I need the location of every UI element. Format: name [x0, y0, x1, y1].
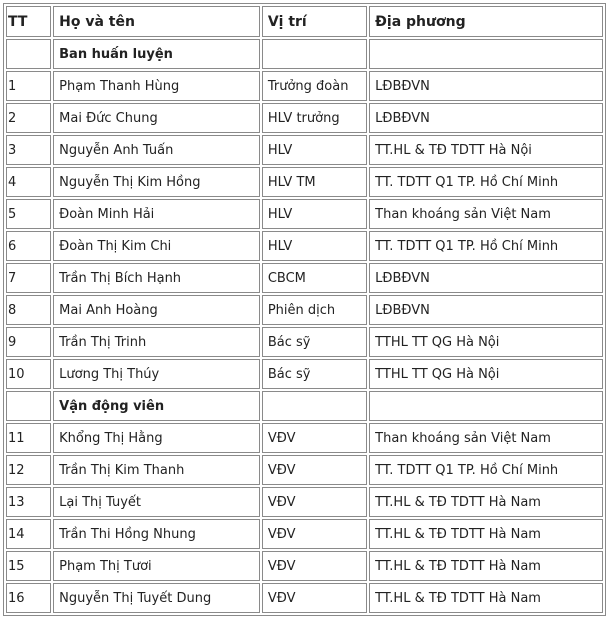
cell-locality: LĐBĐVN [369, 71, 603, 101]
cell-name: Trần Thị Trinh [53, 327, 260, 357]
cell-name: Trần Thi Hồng Nhung [53, 519, 260, 549]
empty-cell [262, 391, 367, 421]
cell-locality: TT. TDTT Q1 TP. Hồ Chí Minh [369, 167, 603, 197]
cell-position: VĐV [262, 487, 367, 517]
cell-tt: 10 [6, 359, 51, 389]
cell-position: HLV [262, 135, 367, 165]
table-row [6, 71, 603, 101]
cell-name: Nguyễn Thị Tuyết Dung [53, 583, 260, 613]
cell-position: Bác sỹ [262, 359, 367, 389]
cell-position: Phiên dịch [262, 295, 367, 325]
cell-locality: TT.HL & TĐ TDTT Hà Nam [369, 519, 603, 549]
cell-name: Nguyễn Thị Kim Hồng [53, 167, 260, 197]
cell-tt: 14 [6, 519, 51, 549]
empty-cell [262, 39, 367, 69]
cell-name: Phạm Thanh Hùng [53, 71, 260, 101]
cell-position: HLV [262, 199, 367, 229]
section-row [6, 391, 603, 421]
section-title: Vận động viên [53, 391, 260, 421]
table-row [6, 263, 603, 293]
cell-locality: LĐBĐVN [369, 263, 603, 293]
cell-name: Trần Thị Kim Thanh [53, 455, 260, 485]
cell-locality: Than khoáng sản Việt Nam [369, 199, 603, 229]
cell-position: VĐV [262, 423, 367, 453]
cell-tt: 11 [6, 423, 51, 453]
cell-position: HLV TM [262, 167, 367, 197]
header-locality: Địa phương [369, 6, 603, 37]
table-row [6, 167, 603, 197]
table-row [6, 455, 603, 485]
table-row [6, 359, 603, 389]
roster-table [3, 3, 606, 616]
cell-tt: 1 [6, 71, 51, 101]
cell-tt: 2 [6, 103, 51, 133]
cell-tt: 3 [6, 135, 51, 165]
empty-cell [6, 39, 51, 69]
cell-position: Bác sỹ [262, 327, 367, 357]
table-row [6, 487, 603, 517]
cell-locality: LĐBĐVN [369, 295, 603, 325]
table-row [6, 295, 603, 325]
cell-locality: LĐBĐVN [369, 103, 603, 133]
cell-position: Trưởng đoàn [262, 71, 367, 101]
table-row [6, 583, 603, 613]
cell-name: Trần Thị Bích Hạnh [53, 263, 260, 293]
cell-position: HLV trưởng [262, 103, 367, 133]
cell-position: CBCM [262, 263, 367, 293]
cell-position: VĐV [262, 519, 367, 549]
table-row [6, 327, 603, 357]
cell-locality: TT.HL & TĐ TDTT Hà Nội [369, 135, 603, 165]
cell-locality: Than khoáng sản Việt Nam [369, 423, 603, 453]
cell-tt: 12 [6, 455, 51, 485]
cell-tt: 9 [6, 327, 51, 357]
table-row [6, 199, 603, 229]
table-row [6, 551, 603, 581]
cell-locality: TT. TDTT Q1 TP. Hồ Chí Minh [369, 231, 603, 261]
section-row [6, 39, 603, 69]
table-row [6, 135, 603, 165]
table-row [6, 231, 603, 261]
empty-cell [369, 39, 603, 69]
cell-name: Lại Thị Tuyết [53, 487, 260, 517]
cell-name: Đoàn Minh Hải [53, 199, 260, 229]
cell-position: VĐV [262, 583, 367, 613]
cell-name: Phạm Thị Tươi [53, 551, 260, 581]
cell-tt: 15 [6, 551, 51, 581]
empty-cell [369, 391, 603, 421]
cell-tt: 13 [6, 487, 51, 517]
cell-name: Lương Thị Thúy [53, 359, 260, 389]
cell-name: Đoàn Thị Kim Chi [53, 231, 260, 261]
cell-locality: TT.HL & TĐ TDTT Hà Nam [369, 583, 603, 613]
cell-tt: 6 [6, 231, 51, 261]
cell-tt: 5 [6, 199, 51, 229]
cell-locality: TTHL TT QG Hà Nội [369, 359, 603, 389]
cell-locality: TT. TDTT Q1 TP. Hồ Chí Minh [369, 455, 603, 485]
cell-position: VĐV [262, 551, 367, 581]
header-tt: TT [6, 6, 51, 37]
cell-position: HLV [262, 231, 367, 261]
header-position: Vị trí [262, 6, 367, 37]
table-row [6, 519, 603, 549]
cell-name: Mai Đức Chung [53, 103, 260, 133]
cell-name: Khổng Thị Hằng [53, 423, 260, 453]
cell-tt: 8 [6, 295, 51, 325]
cell-locality: TT.HL & TĐ TDTT Hà Nam [369, 551, 603, 581]
roster-table-body [6, 6, 603, 613]
header-name: Họ và tên [53, 6, 260, 37]
section-title: Ban huấn luyện [53, 39, 260, 69]
cell-position: VĐV [262, 455, 367, 485]
cell-tt: 16 [6, 583, 51, 613]
table-row [6, 103, 603, 133]
cell-tt: 4 [6, 167, 51, 197]
table-header-row [6, 6, 603, 37]
empty-cell [6, 391, 51, 421]
cell-locality: TTHL TT QG Hà Nội [369, 327, 603, 357]
cell-name: Nguyễn Anh Tuấn [53, 135, 260, 165]
cell-locality: TT.HL & TĐ TDTT Hà Nam [369, 487, 603, 517]
cell-name: Mai Anh Hoàng [53, 295, 260, 325]
cell-tt: 7 [6, 263, 51, 293]
table-row [6, 423, 603, 453]
